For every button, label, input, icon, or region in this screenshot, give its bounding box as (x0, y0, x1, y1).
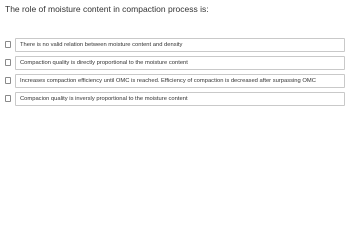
answer-option-1-checkbox[interactable] (5, 41, 11, 48)
answer-option-3-checkbox[interactable] (5, 77, 11, 84)
answer-option-4-label[interactable]: Compacion quality is inversly proportional to the moisture content (15, 92, 345, 106)
answer-option-2[interactable] (5, 54, 345, 71)
answer-option-4[interactable] (5, 90, 345, 107)
answer-options-list (5, 36, 345, 108)
question-text: The role of moisture content in compaction process is: (5, 4, 209, 14)
answer-option-3-label[interactable]: Increases compaction efficiency until OMC is reached. Efficiency of compaction is decreased after surpassing OMC (15, 74, 345, 88)
answer-option-4-checkbox[interactable] (5, 95, 11, 102)
answer-option-3[interactable] (5, 72, 345, 89)
answer-option-2-checkbox[interactable] (5, 59, 11, 66)
answer-option-1[interactable] (5, 36, 345, 53)
answer-option-1-label[interactable]: There is no valid relation between moisture content and density (15, 38, 345, 52)
answer-option-2-label[interactable]: Compaction quality is directly proportional to the moisture content (15, 56, 345, 70)
